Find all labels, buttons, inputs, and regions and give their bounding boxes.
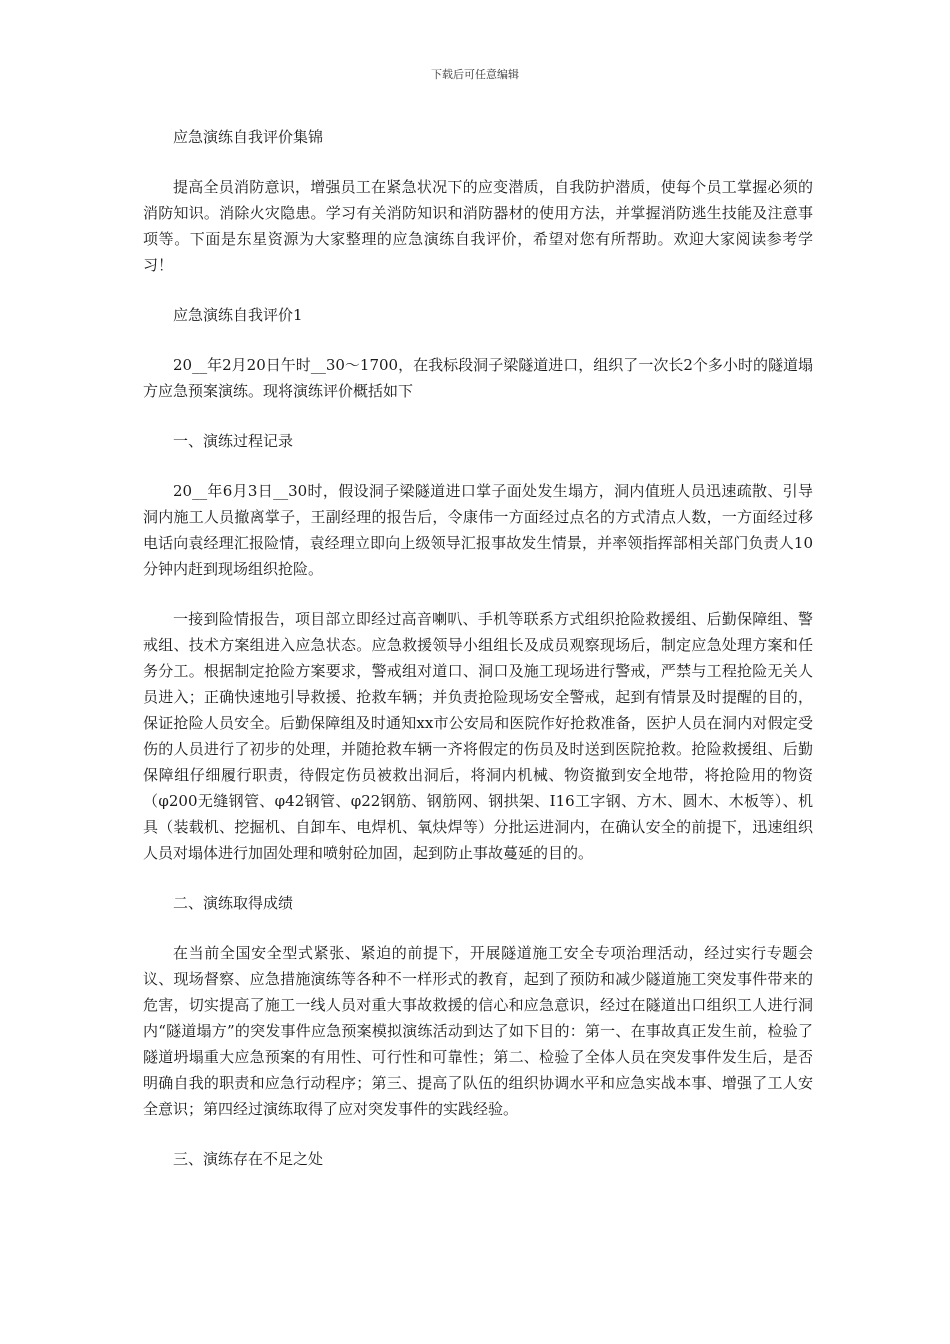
intro-paragraph: 提高全员消防意识，增强员工在紧急状况下的应变潜质，自我防护潜质，使每个员工掌握必须的消防知识。消除火灾隐患。学习有关消防知识和消防器材的使用方法，并掌握消防逃生技能及注意事项等。下面是东星资源为大家整理的应急演练自我评价，希望对您有所帮助。欢迎大家阅读参考学习！ — [143, 178, 813, 274]
paragraph-achievements: 在当前全国安全型式紧张、紧迫的前提下，开展隧道施工安全专项治理活动，经过实行专题会议、现场督察、应急措施演练等各种不一样形式的教育，起到了预防和减少隧道施工突发事件带来的危害，切实提高了施工一线人员对重大事故救援的信心和应急意识，经过在隧道出口组织工人进行洞内“隧道塌方”的突发事件应急预案模拟演练活动到达了如下目的：第一、在事故真正发生前，检验了隧道坍塌重大应急预案的有用性、可行性和可靠性；第二、检验了全体人员在突发事件发生后，是否明确自我的职责和应急行动程序；第三、提高了队伍的组织协调水平和应急实战本事、增强了工人安全意识；第四经过演练取得了应对突发事件的实践经验。 — [143, 944, 813, 1118]
heading-process-record: 一、演练过程记录 — [173, 432, 294, 450]
paragraph-emergency-response: 一接到险情报告，项目部立即经过高音喇叭、手机等联系方式组织抢险救援组、后勤保障组、警戒组、技术方案组进入应急状态。应急救援领导小组组长及成员观察现场后，制定应急处理方案和任务分工。根据制定抢险方案要求，警戒组对道口、洞口及施工现场进行警戒，严禁与工程抢险无关人员进入；正确快速地引导救援、抢救车辆；并负责抢险现场安全警戒，起到有情景及时提醒的目的，保证抢险人员安全。后勤保障组及时通知xx市公安局和医院作好抢救准备，医护人员在洞内对假定受伤的人员进行了初步的处理，并随抢救车辆一齐将假定的伤员及时送到医院抢救。抢险救援组、后勤保障组仔细履行职责，待假定伤员被救出洞后，将洞内机械、物资撤到安全地带，将抢险用的物资（φ200无缝钢管、φ42钢管、φ22钢筋、钢筋网、钢拱架、I16工字钢、方木、圆木、木板等）、机具（装载机、挖掘机、自卸车、电焊机、氧炔焊等）分批运进洞内，在确认安全的前提下，迅速组织人员对塌体进行加固处理和喷射砼加固，起到防止事故蔓延的目的。 — [143, 610, 813, 862]
document-title: 应急演练自我评价集锦 — [173, 128, 324, 146]
document-body — [143, 124, 813, 1196]
heading-shortcomings: 三、演练存在不足之处 — [173, 1150, 324, 1168]
heading-achievements: 二、演练取得成绩 — [173, 894, 294, 912]
paragraph-drill-scenario: 20__年6月3日__30时，假设洞子梁隧道进口掌子面处发生塌方，洞内值班人员迅速疏散、引导洞内施工人员撤离掌子，王副经理的报告后，令康伟一方面经过点名的方式清点人数，一方面经过移电话向袁经理汇报险情，袁经理立即向上级领导汇报事故发生情景，并率领指挥部相关部门负责人10分钟内赶到现场组织抢险。 — [143, 482, 813, 578]
page-header: 下载后可任意编辑 — [431, 68, 519, 81]
section-intro-paragraph: 20__年2月20日午时__30～1700，在我标段洞子梁隧道进口，组织了一次长2个多小时的隧道塌方应急预案演练。现将演练评价概括如下 — [143, 356, 813, 400]
section-title: 应急演练自我评价1 — [173, 306, 303, 324]
